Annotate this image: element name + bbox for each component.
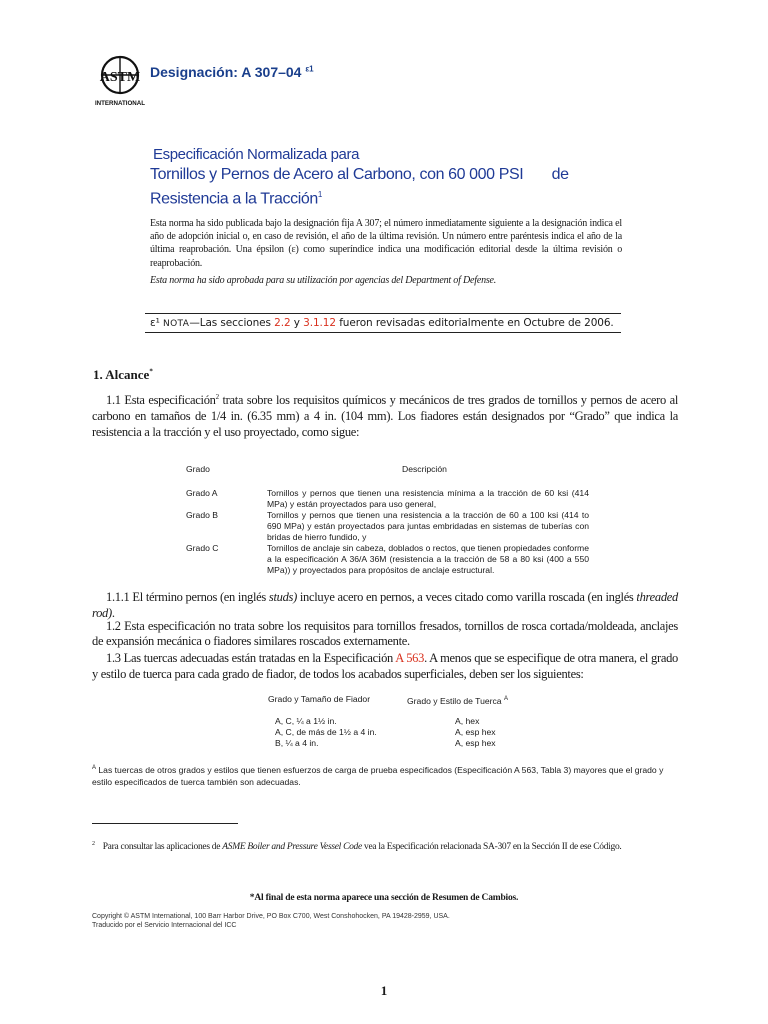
footnote-2 xyxy=(92,841,622,852)
logo-lettering: ASTM xyxy=(99,70,141,85)
p111-italic-1: studs) xyxy=(268,590,297,604)
copyright-line-2: Traducido por el Servicio Internacional del ICC xyxy=(92,922,237,929)
astm-logo xyxy=(92,54,152,110)
footnote-2-number: 2 xyxy=(92,841,95,847)
logo-subtext: INTERNATIONAL xyxy=(94,100,146,107)
p13-text-b: . A menos que se especifique de otra manera, el grado y estilo de tuerca para cada grado de fiador, de todos los acabados superficiales, deben ser los siguientes: xyxy=(92,651,678,681)
note-top-rule xyxy=(145,313,621,314)
designation-text: Designación: A 307–04 xyxy=(150,64,302,80)
nut-table-row-1-right: A, hex xyxy=(455,716,480,726)
nut-table-footnote xyxy=(92,762,674,788)
grade-table-row-b-grade: Grado B xyxy=(186,510,219,520)
title-footnote-ref: 1 xyxy=(317,190,322,199)
p111-text-b: incluye acero en pernos, a veces citado como varilla roscada (en inglés xyxy=(296,590,637,604)
summary-of-changes-note: *Al final de esta norma aparece una sección de Resumen de Cambios. xyxy=(249,893,519,903)
note-text-b: y xyxy=(290,317,304,329)
note-text-a: —Las secciones xyxy=(189,317,275,329)
grade-table-row-a-desc: Tornillos y pernos que tienen una resistencia mínima a la tracción de 60 ksi (414 MPa) y están proyectados para uso general, xyxy=(267,488,589,509)
note-text-c: fueron revisadas editorialmente en Octubre de 2006. xyxy=(335,317,614,329)
nut-table-row-3-right: A, esp hex xyxy=(455,738,496,748)
note-label: NOTA xyxy=(162,319,190,329)
nut-table-footnote-marker: A xyxy=(92,765,97,771)
paragraph-1-1-1 xyxy=(92,589,678,621)
p111-text-c: . xyxy=(111,606,115,620)
p111-text-a: 1.1.1 El término pernos (en inglés xyxy=(106,590,269,604)
title-line-2: Tornillos y Pernos de Acero al Carbono, con 60 000 PSI de xyxy=(150,166,569,183)
paragraph-1-2 xyxy=(92,619,678,648)
section-heading-text: 1. Alcance xyxy=(93,367,150,382)
designation-superscript: ε1 xyxy=(305,64,314,74)
intro-paragraph: Esta norma ha sido publicada bajo la designación fija A 307; el número inmediatamente siguiente a la designación indica el año de adopción inicial o, en caso de revisión, el año de la última revisión. Un número entre paréntesis indica el año de la última reaprobación. Una épsilon (ε) como superíndice indica una modificación editorial desde la última revisión o reaprobación. xyxy=(150,218,622,269)
note-ref-link-1[interactable]: 2.2 xyxy=(274,317,291,329)
nut-table-row-1-left: A, C, ¼ a 1½ in. xyxy=(275,716,337,726)
grade-table-header-desc: Descripción xyxy=(402,464,447,474)
nut-table-footnote-text: Las tuercas de otros grados y estilos que tienen esfuerzos de carga de prueba especificados (Especificación A 563, Tabla 3) mayores que el grado y estilo especificados de tuerca también son adecuadas. xyxy=(92,764,664,787)
title-line-3 xyxy=(150,185,620,209)
paragraph-1-1 xyxy=(92,389,678,440)
nut-table-header-right-text: Grado y Estilo de Tuerca xyxy=(407,695,502,706)
p11-text-b: trata sobre los requisitos químicos y mecánicos de tres grados de tornillos y pernos de acero al carbono en tamaños de 1/4 in. (6.35 mm) a 4 in. (104 mm). Los fiadores están designados por “Grado” que indica la resistencia a la tracción y el uso proyectado, como sigue: xyxy=(92,393,678,440)
footnote-2-text-a: Para consultar las aplicaciones de xyxy=(102,842,223,853)
p111-italic-2: threaded rod) xyxy=(92,590,678,620)
nut-table-row-2-right: A, esp hex xyxy=(455,727,496,737)
section-heading-sup: * xyxy=(149,367,153,376)
nut-table-row-3-left: B, ¼ a 4 in. xyxy=(275,738,319,748)
grade-table-row-c-desc: Tornillos de anclaje sin cabeza, doblados o rectos, que tienen propiedades conforme a la especificación A 36/A 36M (resistencia a la tracción de 58 a 80 ksi (400 a 550 MPa)) y proyectados para propósitos de anclaje estructural. xyxy=(267,543,589,575)
p12-text: 1.2 Esta especificación no trata sobre los requisitos para tornillos fresados, tornillos de rosca cortada/moldeada, anclajes de expansión mecánica o fiadores similares roscados externamente. xyxy=(92,619,678,648)
nut-table-header-footnote-ref: A xyxy=(503,696,508,702)
copyright-block xyxy=(92,912,450,930)
paragraph-1-3 xyxy=(92,650,678,682)
footnote-separator xyxy=(92,823,238,824)
nut-table-header-left: Grado y Tamaño de Fiador xyxy=(268,694,371,704)
nut-table-row-2-left: A, C, de más de 1½ a 4 in. xyxy=(275,727,377,737)
footnote-2-text-b: vea la Especificación relacionada SA-307 en la Sección II de ese Código. xyxy=(361,842,622,853)
p13-ref-link[interactable]: A 563 xyxy=(395,651,425,665)
section-heading xyxy=(93,367,153,383)
grade-table-row-b-desc: Tornillos y pernos que tienen una resistencia a la tracción de 60 a 100 ksi (414 to 690 MPa) y están proyectados para juntas embridadas en sistemas de tuberías con bridas de hierro fundido, y xyxy=(267,510,589,542)
nut-table-header-right xyxy=(407,694,508,707)
p13-text-a: 1.3 Las tuercas adecuadas están tratadas en la Especificación xyxy=(106,651,396,665)
grade-table-row-a-grade: Grado A xyxy=(186,488,218,498)
footnote-2-italic: ASME Boiler and Pressure Vessel Code xyxy=(222,842,362,853)
page-number: 1 xyxy=(380,983,388,998)
title-line-1: Especificación Normalizada para xyxy=(153,146,360,163)
p11-text-a: 1.1 Esta especificación xyxy=(106,393,216,408)
note-ref-link-2[interactable]: 3.1.12 xyxy=(303,317,336,329)
copyright-line-1: Copyright © ASTM International, 100 Barr Harbor Drive, PO Box C700, West Conshohocken, PA 19428-2959, USA. xyxy=(92,913,450,920)
editorial-note xyxy=(150,317,614,329)
designation xyxy=(150,64,314,80)
p11-footnote-ref: 2 xyxy=(215,393,219,401)
title-line-3-text: Resistencia a la Tracción xyxy=(150,190,318,208)
note-bottom-rule xyxy=(145,332,621,333)
grade-table-header-grade: Grado xyxy=(186,464,210,474)
grade-table-row-c-grade: Grado C xyxy=(186,543,219,553)
note-prefix: ε¹ xyxy=(150,317,163,329)
approval-statement: Esta norma ha sido aprobada para su utilización por agencias del Department of Defense. xyxy=(150,275,497,286)
document-title xyxy=(150,145,620,209)
